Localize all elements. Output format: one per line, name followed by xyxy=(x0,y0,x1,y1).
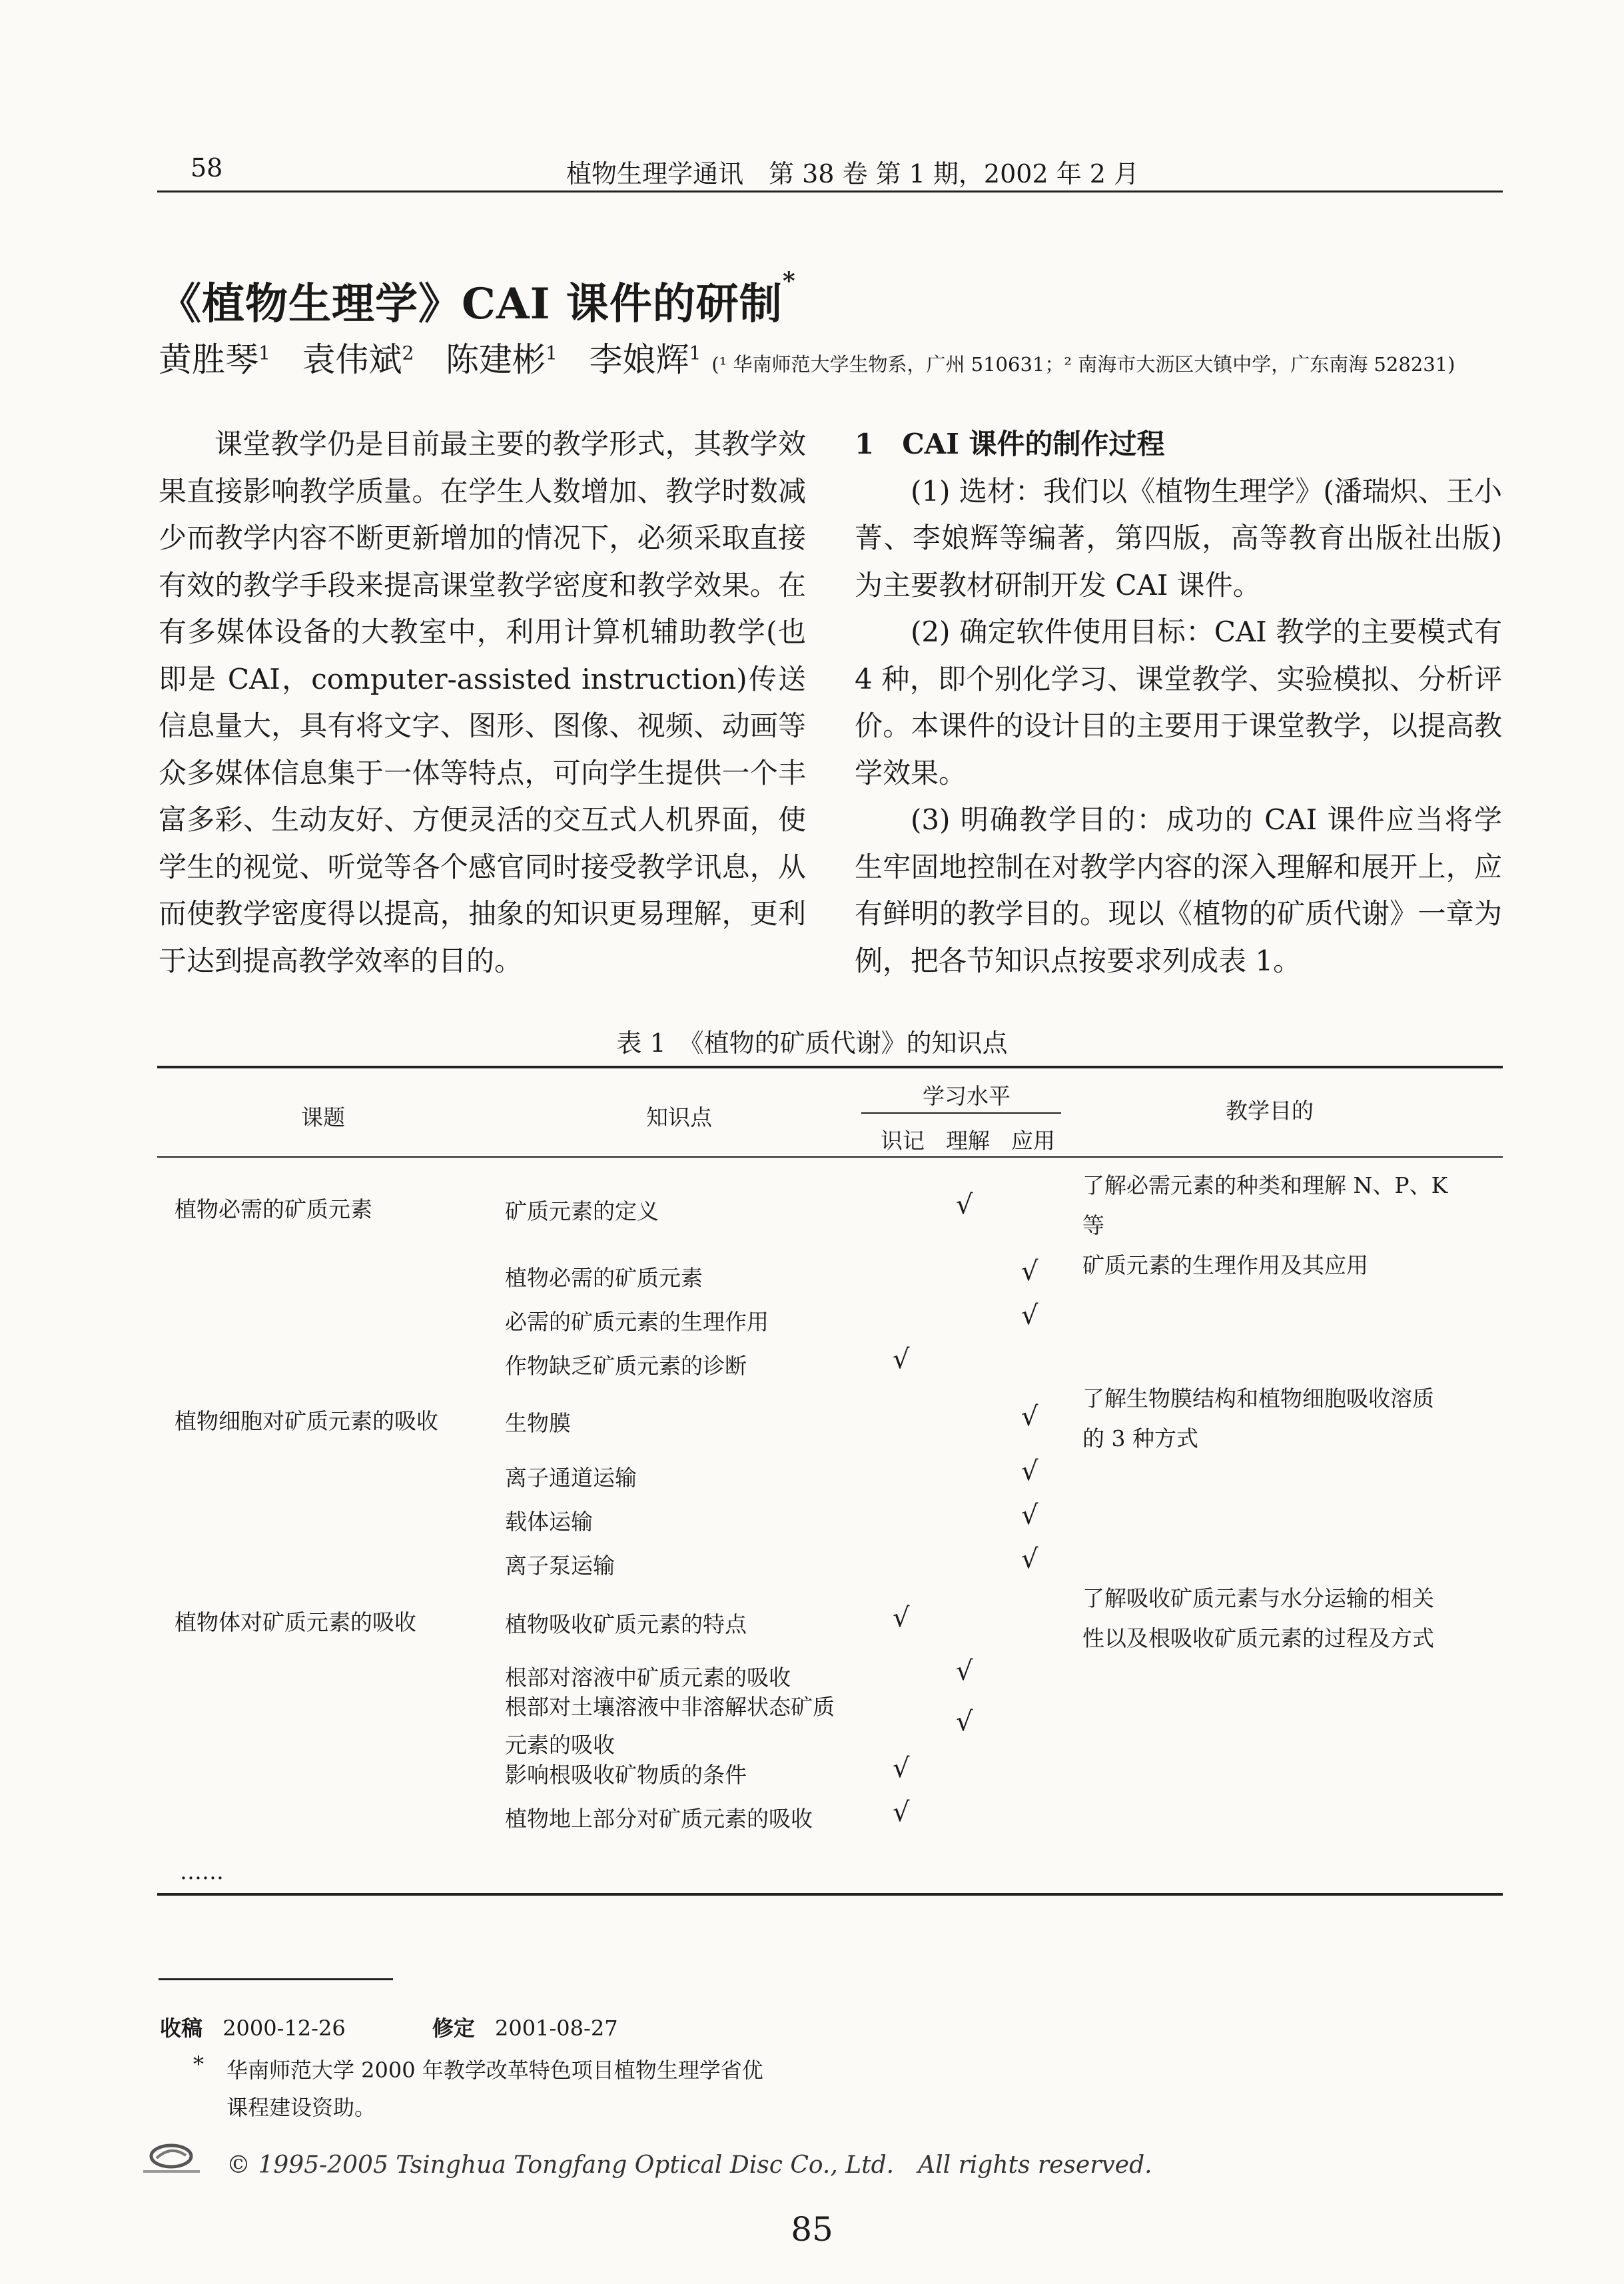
table-knowledge-point: 根部对土壤溶液中非溶解状态矿质 元素的吸收 xyxy=(505,1694,835,1758)
check-mark-icon: √ xyxy=(1021,1500,1038,1531)
header-level-recall: 识记 xyxy=(881,1128,925,1154)
table-caption: 表 1 《植物的矿质代谢》的知识点 xyxy=(616,1028,1008,1058)
header-page-number: 58 xyxy=(191,153,223,183)
check-mark-icon: √ xyxy=(956,1190,973,1220)
header-journal: 植物生理学通讯 第 38 卷 第 1 期，2002 年 2 月 xyxy=(566,159,1140,189)
paragraph: (3) 明确教学目的：成功的 CAI 课件应当将学生牢固地控制在对教学内容的深入理解和展开上，应有鲜明的教学目的。现以《植物的矿质代谢》一章为例，把各节知识点按要求列成表 1。 xyxy=(855,803,1502,977)
publisher-logo-icon xyxy=(137,2139,206,2176)
header-level-apply: 应用 xyxy=(1011,1128,1055,1154)
table-goal: 了解生物膜结构和植物细胞吸收溶质 的 3 种方式 xyxy=(1082,1385,1434,1451)
footer-page-number: 85 xyxy=(791,2210,833,2249)
table-knowledge-point: 植物吸收矿质元素的特点 xyxy=(505,1611,747,1637)
check-mark-icon: √ xyxy=(893,1797,910,1828)
check-mark-icon: √ xyxy=(1021,1456,1038,1487)
level-header-rule xyxy=(861,1112,1061,1114)
check-mark-icon: √ xyxy=(956,1707,973,1737)
table-knowledge-point: 影响根吸收矿物质的条件 xyxy=(505,1762,747,1788)
table-knowledge-point: 植物地上部分对矿质元素的吸收 xyxy=(505,1806,813,1832)
author: 李娘辉$^1$ xyxy=(589,340,701,379)
author-line xyxy=(159,333,1455,381)
table-knowledge-point: 离子通道运输 xyxy=(505,1465,637,1491)
funding-mark: * xyxy=(193,2052,204,2077)
intro-paragraph: 课堂教学仍是目前最主要的教学形式，其教学效果直接影响教学质量。在学生人数增加、教学时数减少而教学内容不断更新增加的情况下，必须采取直接有效的教学手段来提高课堂教学密度和教学效果。在有多媒体设备的大教室中，利用计算机辅助教学(也即是 CAI，computer-assisted instruction)传送信息量大，具有将文字、图形、图像、视频、动画等众多媒体信息集于一体等特点，可向学生提供一个丰富多彩、生动友好、方便灵活的交互式人机界面，使学生的视觉、听觉等各个感官同时接受教学讯息，从而使教学密度得以提高，抽象的知识更易理解，更利于达到提高教学效率的目的。 xyxy=(159,428,806,977)
revised-date: 2001-08-27 xyxy=(495,2016,618,2041)
table-knowledge-point: 必需的矿质元素的生理作用 xyxy=(505,1309,769,1335)
check-mark-icon: √ xyxy=(893,1603,910,1633)
paragraph: (1) 选材：我们以《植物生理学》(潘瑞炽、王小菁、李娘辉等编著，第四版，高等教育出版社出版)为主要教材研制开发 CAI 课件。 xyxy=(855,474,1502,601)
table-header-rule xyxy=(157,1156,1503,1158)
table-ellipsis: …… xyxy=(180,1858,224,1884)
table-knowledge-point: 作物缺乏矿质元素的诊断 xyxy=(505,1353,747,1379)
table-goal: 了解必需元素的种类和理解 N、P、K 等 矿质元素的生理作用及其应用 xyxy=(1082,1172,1448,1278)
section-heading: 1 CAI 课件的制作过程 xyxy=(855,428,1165,460)
footnote-rule xyxy=(159,1978,393,1980)
paragraph: (2) 确定软件使用目标：CAI 教学的主要模式有 4 种，即个别化学习、课堂教学、实验模拟、分析评价。本课件的设计目的主要用于课堂教学，以提高教学效果。 xyxy=(855,615,1502,789)
received-label: 收稿 xyxy=(160,2016,203,2041)
right-column xyxy=(855,421,1502,984)
article-title xyxy=(159,267,796,331)
table-knowledge-point: 离子泵运输 xyxy=(505,1553,615,1579)
check-mark-icon: √ xyxy=(893,1753,910,1784)
table-knowledge-point: 矿质元素的定义 xyxy=(505,1198,659,1224)
table-goal: 了解吸收矿质元素与水分运输的相关 性以及根吸收矿质元素的过程及方式 xyxy=(1082,1585,1434,1651)
header-point: 知识点 xyxy=(646,1104,712,1130)
copyright-line: © 1995-2005 Tsinghua Tongfang Optical Disc Co., Ltd. All rights reserved. xyxy=(226,2151,1152,2179)
title-text: 《植物生理学》CAI 课件的研制 xyxy=(159,279,783,329)
check-mark-icon: √ xyxy=(893,1344,910,1375)
table-top-rule xyxy=(157,1066,1503,1068)
author: 黄胜琴$^1$ xyxy=(159,340,270,379)
header-rule xyxy=(157,190,1503,192)
header-level: 学习水平 xyxy=(923,1083,1011,1109)
table-knowledge-point: 根部对溶液中矿质元素的吸收 xyxy=(505,1665,791,1691)
check-mark-icon: √ xyxy=(1021,1401,1038,1432)
title-footnote-mark: * xyxy=(782,267,796,295)
table-knowledge-point: 载体运输 xyxy=(505,1509,593,1535)
table-bottom-rule xyxy=(157,1893,1503,1896)
affiliation: (¹ 华南师范大学生物系，广州 510631；² 南海市大沥区大镇中学，广东南海 528231) xyxy=(711,353,1455,376)
funding-note: 华南师范大学 2000 年教学改革特色项目植物生理学省优 课程建设资助。 xyxy=(226,2058,763,2120)
table-topic: 植物体对矿质元素的吸收 xyxy=(175,1609,416,1635)
check-mark-icon: √ xyxy=(956,1656,973,1687)
table-knowledge-point: 植物必需的矿质元素 xyxy=(505,1265,703,1291)
check-mark-icon: √ xyxy=(1021,1256,1038,1287)
table-topic: 植物必需的矿质元素 xyxy=(175,1196,372,1222)
received-revised-line xyxy=(160,2012,618,2042)
author: 袁伟斌$^2$ xyxy=(302,340,414,379)
revised-label: 修定 xyxy=(432,2016,475,2041)
left-column xyxy=(159,421,806,984)
check-mark-icon: √ xyxy=(1021,1544,1038,1575)
check-mark-icon: √ xyxy=(1021,1300,1038,1331)
table-knowledge-point: 生物膜 xyxy=(505,1410,571,1436)
table-topic: 植物细胞对矿质元素的吸收 xyxy=(175,1408,438,1434)
header-level-understand: 理解 xyxy=(946,1128,990,1154)
received-date: 2000-12-26 xyxy=(222,2016,346,2041)
header-topic: 课题 xyxy=(301,1104,345,1130)
author: 陈建彬$^1$ xyxy=(446,340,558,379)
header-goal: 教学目的 xyxy=(1226,1098,1314,1124)
